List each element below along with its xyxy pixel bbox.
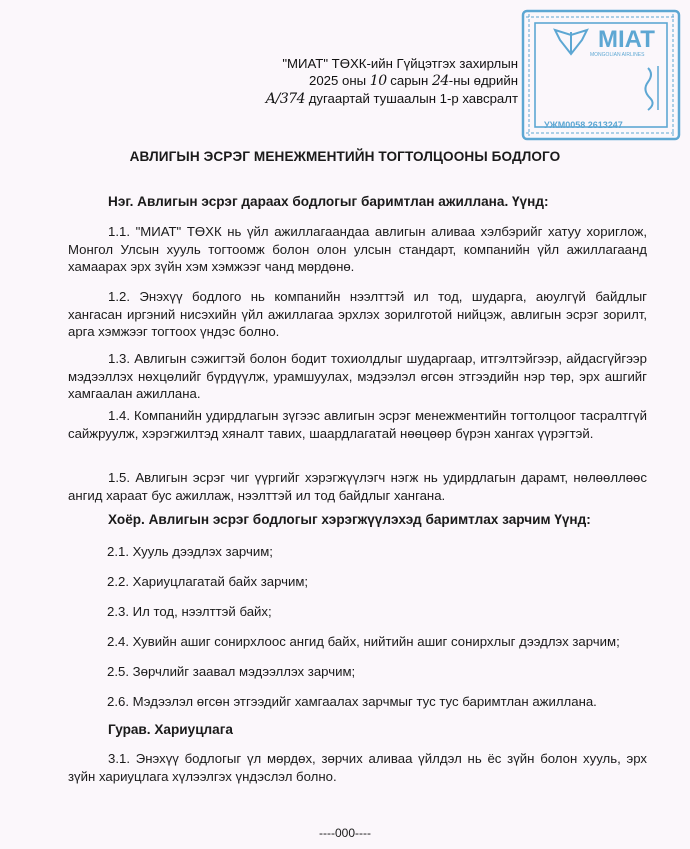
principle-item: 2.3. Ил тод, нээлттэй байх; [107, 604, 272, 619]
approval-order-label: дугаартай тушаалын 1-р хавсралт [305, 91, 518, 106]
approval-line-1: "МИАТ" ТӨХК-ийн Гүйцэтгэх захирлын [282, 56, 518, 71]
principle-item: 2.6. Мэдээлэл өгсөн этгээдийг хамгаалах зарчмыг тус тус баримтлан ажиллана. [107, 694, 597, 709]
handwritten-month: 10 [369, 73, 387, 89]
paragraph-1-2: 1.2. Энэхүү бодлого нь компанийн нээлттэй ил тод, шударга, аюулгүй байдлыг хангасан иргэний нисэхийн үйл ажиллагаа эрхлэх зорилготой нийцэж, авлигын эсрэг зорилт, арга хэмжээг тогтоох үндэс болно. [68, 289, 647, 339]
paragraph-1-1: 1.1. "МИАТ" ТӨХК нь үйл ажиллагаандаа авлигын аливаа хэлбэрийг хатуу хориглож, Монгол Улсын хууль тогтоомж болон олон улсын стандарт, компанийн үйл ажиллагаанд хамаарах эрх зүйн хэм хэмжээг чанд мөрдөнө. [68, 224, 647, 274]
section-heading-2: Хоёр. Авлигын эсрэг бодлогыг хэрэгжүүлэхэд баримтлах зарчим Үүнд: [108, 512, 591, 527]
company-stamp [520, 8, 682, 142]
approval-year: 2025 оны [309, 73, 370, 88]
approval-line-2 [150, 72, 518, 90]
stamp-registry: УЖМ0058 2613247 [544, 120, 623, 130]
stamp-brand: MIAT [598, 26, 655, 53]
approval-note [150, 55, 518, 108]
section-heading-1: Нэг. Авлигын эсрэг дараах бодлогыг баримтлан ажиллана. Үүнд: [108, 194, 549, 209]
approval-day-label: -ны өдрийн [448, 73, 518, 88]
paragraph-1-5: 1.5. Авлигын эсрэг чиг үүргийг хэрэгжүүлэгч нэгж нь удирдлагын дарамт, нөлөөллөөс ангид хараат бус ажиллаж, нээлттэй ил тод байдлыг хангана. [68, 470, 647, 503]
paragraph-3-1: 3.1. Энэхүү бодлогыг үл мөрдөх, зөрчих аливаа үйлдэл нь ёс зүйн болон хууль, эрх зүйн хариуцлага хүлээлгэх үндэслэл болно. [68, 751, 647, 784]
handwritten-day: 24 [431, 73, 449, 89]
stamp-subtitle: MONGOLIAN AIRLINES [590, 52, 645, 58]
end-mark: ----000---- [319, 826, 371, 840]
principle-item: 2.1. Хууль дээдлэх зарчим; [107, 544, 273, 559]
principle-item: 2.4. Хувийн ашиг сонирхлоос ангид байх, нийтийн ашиг сонирхлыг дээдлэх зарчим; [107, 634, 620, 649]
document-title: АВЛИГЫН ЭСРЭГ МЕНЕЖМЕНТИЙН ТОГТОЛЦООНЫ БОДЛОГО [129, 149, 561, 164]
section-heading-3: Гурав. Хариуцлага [108, 722, 233, 737]
handwritten-order-number: А/374 [265, 91, 306, 107]
principle-item: 2.2. Хариуцлагатай байх зарчим; [107, 574, 309, 589]
principle-item: 2.5. Зөрчлийг заавал мэдээллэх зарчим; [107, 664, 356, 679]
paragraph-1-4: 1.4. Компанийн удирдлагын зүгээс авлигын эсрэг менежментийн тогтолцоог тасралтгүй сайжруулж, хэрэгжилтэд хяналт тавих, шаардлагатай нөөцөөр бүрэн хангах үүрэгтэй. [68, 408, 647, 441]
approval-line-3 [150, 90, 518, 108]
approval-month-label: сарын [386, 73, 432, 88]
paragraph-1-3: 1.3. Авлигын сэжигтэй болон бодит тохиолдлыг шударгаар, итгэлтэйгээр, айдасгүйгээр мэдээллэх нөхцөлийг бүрдүүлж, урамшуулах, мэдээлэл өгсөн этгээдийн нэр төр, эрх ашгийг хамгаалан ажиллана. [68, 351, 647, 401]
